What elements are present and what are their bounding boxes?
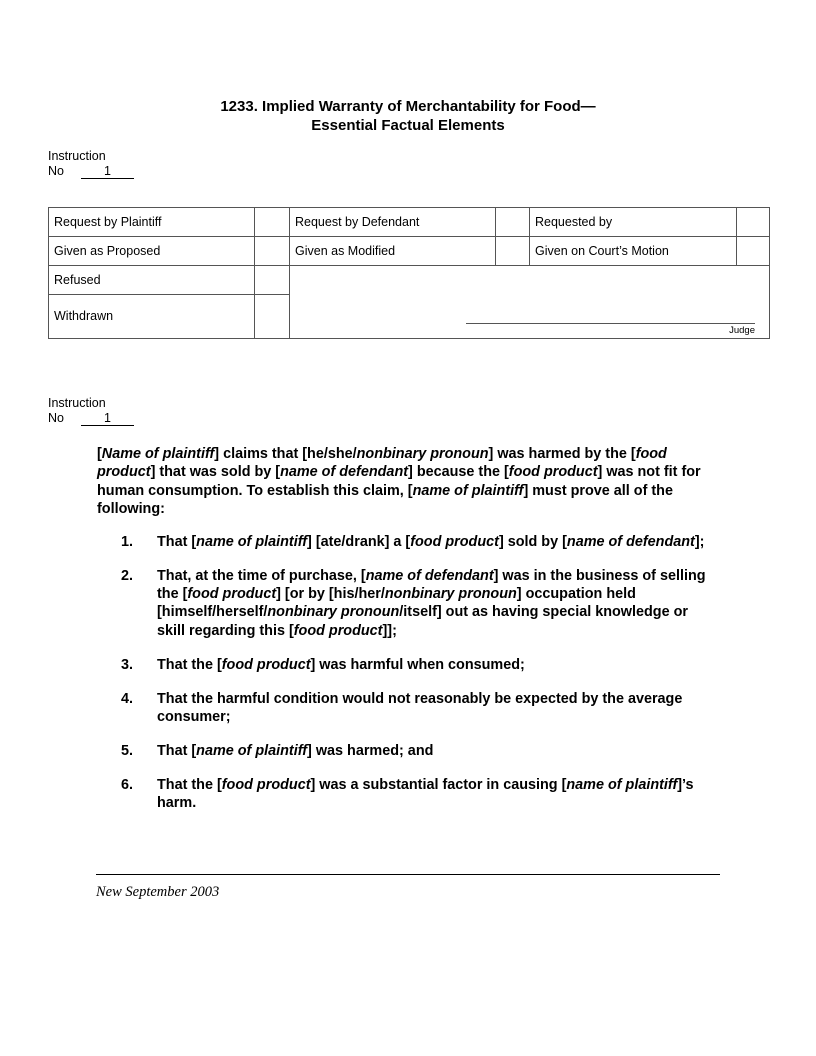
placeholder-text: food product: [508, 464, 598, 481]
instruction-text: That [: [157, 742, 197, 759]
footer-note: New September 2003: [96, 884, 220, 900]
element-item: [97, 533, 717, 551]
request-by-plaintiff-checkbox[interactable]: [255, 208, 290, 237]
element-number: 2.: [121, 567, 134, 584]
instruction-text: /itself] out as having special knowledge or skill regarding this [: [157, 604, 688, 639]
instruction-text: That [: [157, 533, 197, 550]
given-as-proposed-checkbox[interactable]: [255, 236, 290, 265]
instruction-no-value: 1: [81, 411, 134, 426]
placeholder-text: food product: [221, 776, 311, 793]
instruction-text: ] because the [: [408, 464, 509, 481]
instruction-text: ] was harmed by the [: [488, 446, 636, 462]
instruction-text: [: [97, 446, 102, 462]
instruction-text: ] sold by [: [498, 533, 567, 550]
title-line-1: 1233. Implied Warranty of Merchantability for Food—: [220, 98, 596, 115]
given-as-modified-label: Given as Modified: [290, 236, 496, 265]
instruction-text: That the [: [157, 656, 222, 673]
elements-list: [97, 533, 717, 813]
element-item: [97, 776, 717, 813]
placeholder-text: name of plaintiff: [196, 742, 308, 759]
placeholder-text: name of defendant: [280, 464, 409, 481]
element-text: [157, 567, 717, 641]
instruction-text: ] must prove all of the following:: [97, 482, 673, 518]
element-text: [157, 656, 717, 674]
placeholder-text: name of plaintiff: [412, 482, 524, 499]
instruction-text: ] was not fit for human consumption. To establish this claim, [: [97, 464, 701, 499]
instruction-text: ] was a substantial factor in causing [: [310, 776, 567, 793]
instruction-text: That the harmful condition would not reasonably be expected by the average consumer;: [157, 690, 683, 725]
given-on-courts-motion-checkbox[interactable]: [737, 236, 770, 265]
instruction-text: That, at the time of purchase, [: [157, 567, 366, 584]
given-as-proposed-label: Given as Proposed: [49, 236, 255, 265]
instruction-text: ] was in the business of selling the [: [157, 567, 706, 602]
title-line-2: Essential Factual Elements: [311, 117, 505, 134]
placeholder-text: Name of plaintiff: [101, 446, 215, 462]
element-number: 5.: [121, 742, 134, 759]
judge-signature-line[interactable]: [466, 323, 755, 324]
placeholder-text: food product: [187, 585, 277, 602]
instruction-no-label: No: [48, 411, 64, 425]
instruction-no-value: 1: [81, 164, 134, 179]
element-text: [157, 690, 717, 727]
given-as-modified-checkbox[interactable]: [496, 236, 530, 265]
footer-divider: [96, 874, 720, 875]
request-by-defendant-checkbox[interactable]: [496, 208, 530, 237]
instruction-text: ] claims that [he/she/: [214, 446, 357, 462]
refused-label: Refused: [49, 265, 255, 294]
instruction-text: That the [: [157, 776, 222, 793]
request-by-plaintiff-label: Request by Plaintiff: [49, 208, 255, 237]
element-item: [97, 742, 717, 760]
instruction-label: Instruction: [48, 396, 106, 410]
instruction-text: ] occupation held [himself/herself/: [157, 585, 636, 621]
withdrawn-checkbox[interactable]: [255, 294, 290, 338]
instruction-number-block-bottom: [48, 396, 134, 426]
placeholder-text: nonbinary pronoun: [267, 604, 400, 621]
withdrawn-label: Withdrawn: [49, 294, 255, 338]
element-number: 4.: [121, 690, 134, 707]
instruction-body: [97, 445, 717, 828]
element-text: [157, 776, 717, 813]
instruction-no-label: No: [48, 164, 64, 178]
element-item: [97, 567, 717, 641]
requested-by-label: Requested by: [530, 208, 737, 237]
element-number: 1.: [121, 533, 134, 550]
placeholder-text: food product: [221, 656, 311, 673]
instruction-text: ] was harmful when consumed;: [310, 656, 525, 673]
placeholder-text: name of defendant: [566, 533, 695, 550]
page-title: [0, 97, 816, 135]
element-text: [157, 742, 717, 760]
element-number: 6.: [121, 776, 134, 793]
instruction-text: ]’s harm.: [157, 776, 694, 812]
element-item: [97, 656, 717, 674]
element-number: 3.: [121, 656, 134, 673]
placeholder-text: food product: [410, 533, 499, 550]
instruction-text: ]];: [382, 622, 397, 639]
intro-paragraph: [97, 445, 717, 519]
instruction-text: ] [or by [his/her/: [276, 585, 385, 602]
element-item: [97, 690, 717, 727]
judge-signature-area: [290, 265, 770, 338]
placeholder-text: food product: [97, 446, 667, 481]
placeholder-text: nonbinary pronoun: [356, 446, 489, 462]
placeholder-text: nonbinary pronoun: [384, 585, 517, 602]
placeholder-text: food product: [293, 622, 383, 639]
instruction-label: Instruction: [48, 149, 106, 163]
requested-by-checkbox[interactable]: [737, 208, 770, 237]
instruction-text: ] was harmed; and: [307, 742, 434, 759]
placeholder-text: name of plaintiff: [196, 533, 308, 550]
refused-checkbox[interactable]: [255, 265, 290, 294]
request-by-defendant-label: Request by Defendant: [290, 208, 496, 237]
given-on-courts-motion-label: Given on Court’s Motion: [530, 236, 737, 265]
instruction-text: ] that was sold by [: [150, 464, 281, 481]
element-text: [157, 533, 717, 551]
judge-label: Judge: [729, 324, 755, 336]
request-table: [48, 207, 770, 339]
instruction-text: ] [ate/drank] a [: [307, 533, 411, 550]
instruction-text: ];: [694, 533, 705, 550]
placeholder-text: name of defendant: [365, 567, 494, 584]
instruction-number-block-top: [48, 149, 134, 179]
placeholder-text: name of plaintiff: [566, 776, 678, 793]
